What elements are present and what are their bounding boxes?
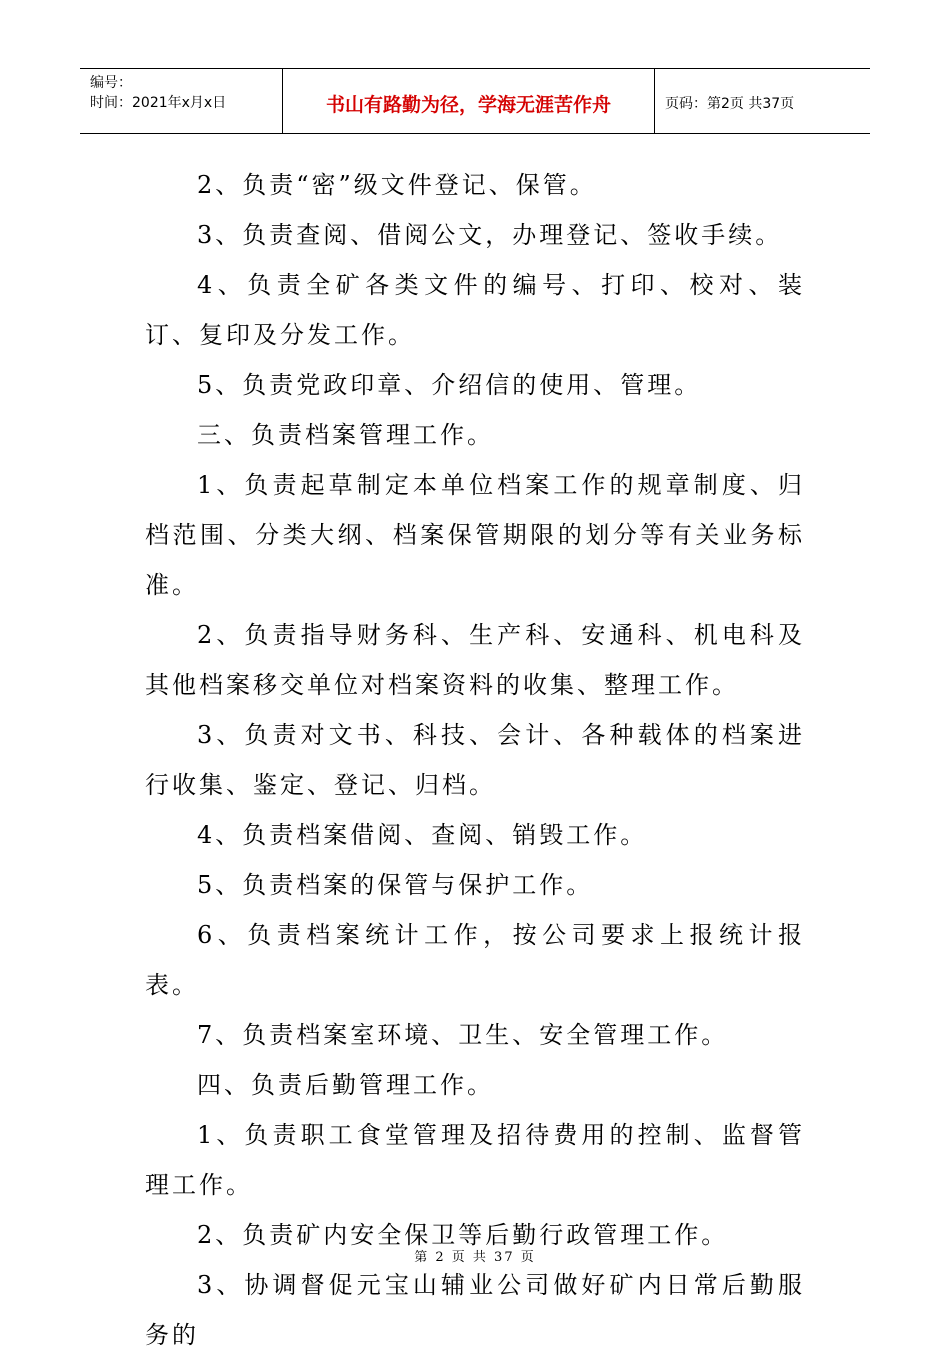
paragraph: 1、负责起草制定本单位档案工作的规章制度、归档范围、分类大纲、档案保管期限的划分等有关业务标准。 — [145, 471, 805, 599]
paragraph: 4、负责全矿各类文件的编号、打印、校对、装订、复印及分发工作。 — [145, 271, 805, 349]
page-footer: 第 2 页 共 37 页 — [414, 1250, 536, 1265]
section-heading: 四、负责后勤管理工作。 — [197, 1071, 494, 1099]
paragraph: 5、负责档案的保管与保护工作。 — [197, 871, 594, 899]
paragraph: 2、负责“密”级文件登记、保管。 — [197, 171, 597, 199]
document-body — [145, 160, 805, 1360]
header-meta — [80, 69, 283, 133]
paragraph: 6、负责档案统计工作，按公司要求上报统计报表。 — [145, 921, 805, 999]
document-number-label: 编号： — [90, 75, 132, 91]
paragraph: 5、负责党政印章、介绍信的使用、管理。 — [197, 371, 702, 399]
paragraph: 3、协调督促元宝山辅业公司做好矿内日常后勤服务的 — [145, 1271, 805, 1349]
paragraph: 3、负责对文书、科技、会计、各种载体的档案进行收集、鉴定、登记、归档。 — [145, 721, 805, 799]
paragraph: 3、负责查阅、借阅公文，办理登记、签收手续。 — [197, 221, 783, 249]
paragraph: 4、负责档案借阅、查阅、销毁工作。 — [197, 821, 648, 849]
header-motto: 书山有路勤为径，学海无涯苦作舟 — [283, 69, 655, 133]
paragraph: 7、负责档案室环境、卫生、安全管理工作。 — [197, 1021, 729, 1049]
page-header — [80, 68, 870, 134]
header-page-info: 页码：第2页 共37页 — [665, 96, 795, 112]
paragraph: 2、负责指导财务科、生产科、安通科、机电科及其他档案移交单位对档案资料的收集、整理工作。 — [145, 621, 805, 699]
document-time-label: 时间：2021年x月x日 — [90, 95, 227, 111]
section-heading: 三、负责档案管理工作。 — [197, 421, 494, 449]
paragraph: 1、负责职工食堂管理及招待费用的控制、监督管理工作。 — [145, 1121, 805, 1199]
paragraph: 2、负责矿内安全保卫等后勤行政管理工作。 — [197, 1221, 729, 1249]
